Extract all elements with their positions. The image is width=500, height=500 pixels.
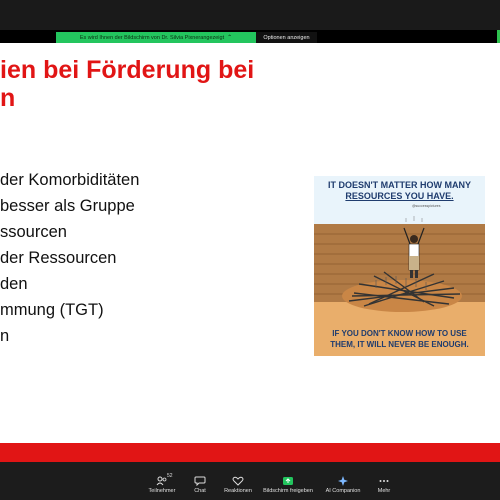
meeting-top-bar — [0, 0, 500, 30]
participants-count: 52 — [167, 473, 173, 479]
more-button[interactable] — [361, 476, 407, 494]
reactions-button[interactable] — [215, 476, 261, 494]
list-item: n — [0, 327, 10, 345]
cartoon-bottom-text-line-1: IF YOU DON'T KNOW HOW TO USE — [332, 329, 467, 338]
ai-companion-button[interactable] — [319, 476, 367, 494]
view-options-label: Optionen anzeigen — [263, 34, 310, 41]
screen-share-banner — [56, 32, 256, 43]
list-item: der Ressourcen — [0, 249, 117, 267]
list-item: mmung (TGT) — [0, 301, 104, 319]
caret-icon[interactable]: ⌃ — [227, 35, 233, 41]
more-label: Mehr — [377, 488, 391, 494]
resources-cartoon — [314, 176, 485, 356]
slide-title-line-1: ien bei Förderung bei — [0, 56, 255, 84]
list-item: der Komorbiditäten — [0, 171, 140, 189]
share-screen-icon — [282, 476, 294, 486]
slide-title-line-2: n — [0, 84, 16, 112]
chat-label: Chat — [194, 488, 206, 494]
list-item: den — [0, 275, 28, 293]
screen-share-banner-text: Es wird Ihnen der Bildschirm von Dr. Silvia Pixnerangezeigt — [79, 34, 225, 41]
ai-companion-label: AI Companion — [325, 488, 361, 494]
cartoon-top-text-line-1: IT DOESN'T MATTER HOW MANY — [328, 180, 471, 190]
reactions-icon — [232, 476, 244, 486]
cartoon-bottom-text-line-2: THEM, IT WILL NEVER BE ENOUGH. — [330, 340, 469, 349]
cartoon-top-text — [314, 180, 485, 202]
share-screen-label: Bildschirm freigeben — [263, 488, 313, 494]
share-screen-button[interactable] — [260, 476, 316, 494]
more-icon — [378, 476, 390, 486]
chat-icon — [194, 476, 206, 486]
slide-bullet-list — [0, 170, 139, 352]
slide-footer-band — [0, 443, 500, 462]
list-item: besser als Gruppe — [0, 197, 135, 215]
cartoon-bottom-text — [314, 328, 485, 350]
view-options-button[interactable] — [256, 32, 317, 43]
ai-companion-icon — [337, 476, 349, 486]
slide-title — [0, 56, 254, 112]
reactions-label: Reaktionen — [224, 488, 252, 494]
cartoon-credit: @successpictures — [412, 204, 441, 208]
participants-label: Teilnehmer — [148, 488, 176, 494]
list-item: ssourcen — [0, 223, 67, 241]
cartoon-top-text-line-2: RESOURCES YOU HAVE. — [345, 191, 454, 201]
